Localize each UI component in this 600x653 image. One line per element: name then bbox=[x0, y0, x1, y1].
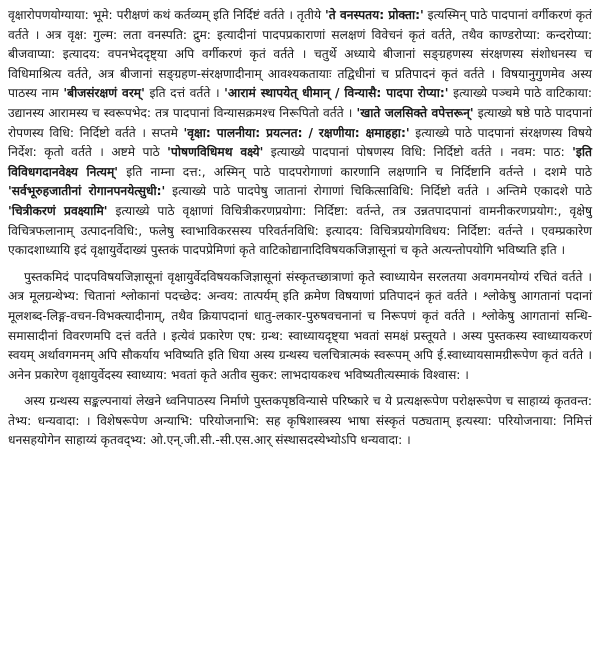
chapter-title-5: 'आरामं स्थापयेत् धीमान् / विन्यासै: पादपा रोप्या:' bbox=[224, 86, 449, 101]
chapter-title-9: 'इति विविधगदानवेक्ष्य नित्यम्' bbox=[8, 145, 592, 179]
text-run: इत्याख्ये पादपानां पोषणस्य विधि: निर्दिष्टो वर्तते । नवम: पाठ: bbox=[263, 145, 573, 160]
chapter-title-4: 'बीजसंरक्षणं वरम्' bbox=[63, 86, 145, 101]
chapter-title-10: 'सर्वभूरुहजातीनां रोगानपनयेत्सुधी:' bbox=[8, 184, 166, 199]
text-run: वृक्षारोपणयोग्याया: भूमे: परीक्षणं कथं कर्तव्यम् इति निर्दिष्टं वर्तते । तृतीये bbox=[8, 8, 325, 22]
chapter-title-6: 'खाते जलसिक्ते वपेत्तरून्' bbox=[356, 105, 474, 120]
text-run: अस्य ग्रन्थस्य सङ्कल्पनायां लेखने ध्वनिपाठस्य निर्माणे पुस्तकपृष्ठविन्यासे परिष्कारे च ये प्रत्यक्षरूपेण परोक्षरूपेण च साहाय्यं कृतवन्त: तेभ्य: धन्यवादा: । विशेषरूपेण अन्याभि: परियोजनाभि: सह कृषिशास्त्रस्य भाषा संस्कृतं पठ्यताम् इत्यस्या: परियोजनाया: निमित्तं धनसहयोगेन साहाय्यं कृतवद्भ्य: ओ.एन्.जी.सी.-सी.एस.आर् संस्थासदस्येभ्योऽपि धन्यवादा: । bbox=[8, 394, 592, 448]
chapter-title-11: 'चित्रीकरणं प्रवक्ष्यामि' bbox=[8, 203, 108, 218]
text-run: इति नाम्ना दत्त:, अस्मिन् पाठे पादपरोगाणां कारणानि लक्षणानि च निर्दिष्टानि वर्तन्ते । दशमे पाठे bbox=[118, 164, 592, 179]
chapter-title-7: 'वृक्षा: पालनीया: प्रयत्नत: / रक्षणीया: क्षमाहहा:' bbox=[183, 125, 410, 140]
chapter-title-3: 'ते वनस्पतय: प्रोक्ता:' bbox=[324, 8, 424, 22]
chapter-title-8: 'पोषणविधिमथ वक्ष्ये' bbox=[167, 145, 264, 160]
text-run: इत्याख्ये पञ्चमे पाठे वाटिकाया: उद्यानस्य आरामस्य च स्वरूपभेद: तत्र पादपानां विन्यासक्रमश्च निरूपितो वर्तते । bbox=[8, 86, 593, 120]
text-run: पुस्तकमिदं पादपविषयजिज्ञासूनां वृक्षायुर्वेदविषयकजिज्ञासूनां संस्कृतच्छात्राणां कृते स्वाध्यायेन सरलतया अवगमनयोग्यं रचितं वर्तते । अत्र मूलग्रन्थेभ्य: चितानां श्लोकानां पदच्छेद: अन्वय: तात्पर्यम् इति क्रमेण विषयाणां प्रतिपादनं कृतं वर्तते । श्लोकेषु आगतानां पदानां मूलशब्द-लिङ्ग-वचन-विभक्त्यादीनाम्, तथैव क्रियापदानां धातु-लकार-पुरुषवचनानां च निरूपणं कृतं वर्तते । श्लोकेषु आगतानां सन्धि-समासादीनां विवरणमपि दत्तं वर्तते । इत्येवं प्रकारेण एष: ग्रन्थ: स्वाध्यायदृष्ट्या भवतां समक्षं प्रस्तूयते । अस्य पुस्तकस्य स्वाध्यायकरणं स्वयम् अर्थावगमनम् अपि सौकर्याय भविष्यति इति धिया अस्य ग्रन्थस्य चलचित्रात्मकं स्वरूपम् अपि ई.स्वाध्यायसामग्रीरूपेण कृतं वर्तते । अनेन प्रकारेण वृक्षायुर्वेदस्य स्वाध्याय: भवतां कृते अतीव सुकर: लाभदायकश्च भविष्यतीत्यस्माकं विश्वास: । bbox=[8, 269, 592, 382]
text-run: इत्याख्ये पाठे वृक्षाणां विचित्रीकरणप्रयोगा: निर्दिष्टा: वर्तन्ते, तत्र उन्नतपादपानां वामनीकरणप्रयोग:, वृक्षेषु विचित्रफलानाम् उत्पादनविधि:, फलेषु स्वाभाविकरसस्य परिवर्तनविधि: इत्यादय: विचित्रप्रयोगविधय: निर्दिष्टा: वर्तन्ते । एवम्प्रकारेण एकादशाध्यायि इदं वृक्षायुर्वेदाख्यं पुस्तकं पादपप्रेमिणां कृते वाटिकोद्यानादिविषयकजिज्ञासूनां च कृते अत्यन्तोपयोगि भविष्यति इति । bbox=[8, 203, 592, 258]
paragraph-acknowledgements bbox=[8, 392, 592, 451]
text-run: इत्याख्ये षष्ठे पाठे पादपानां रोपणस्य विधि: निर्दिष्टो वर्तते । सप्तमे bbox=[8, 105, 593, 140]
paragraph-book-method bbox=[8, 268, 592, 386]
text-run: इत्यस्मिन् पाठे पादपानां वर्गीकरणं कृतं वर्तते । अत्र वृक्ष: गुल्म: लता वनस्पति: द्रुम: इत्यादीनां पादपप्रकाराणां सलक्षणं विवेचनं कृतं वर्तते, तथैव काण्डरोप्या: कन्दरोप्या: बीजवाप्या: इत्यादय: वपनभेददृष्ट्या अपि वर्गीकरणं कृतं वर्तते । चतुर्थे अध्याये बीजानां सङ्ग्रहणस्य संरक्षणस्य संशोधनस्य च विधिमाश्रित्य वर्तते, अत्र बीजानां सङ्ग्रहण-संरक्षणादीनाम् आवश्यकतायाः तद्विधीनां च प्रतिपादनं कृतं वर्तते । विषयानुगुणमेव अस्य पाठस्य नाम bbox=[8, 8, 592, 101]
text-run: इत्याख्ये पाठे पादपेषु जातानां रोगाणां चिकित्साविधि: निर्दिष्टो वर्तते । अन्तिमे एकादशे पाठे bbox=[165, 184, 592, 199]
text-run: इति दत्तं वर्तते । bbox=[144, 86, 225, 101]
paragraph-chapter-summary bbox=[8, 6, 592, 261]
text-run: इत्याख्ये पाठे पादपानां संरक्षणस्य विषये निर्देश: कृतो वर्तते । अष्टमे पाठे bbox=[8, 125, 592, 160]
